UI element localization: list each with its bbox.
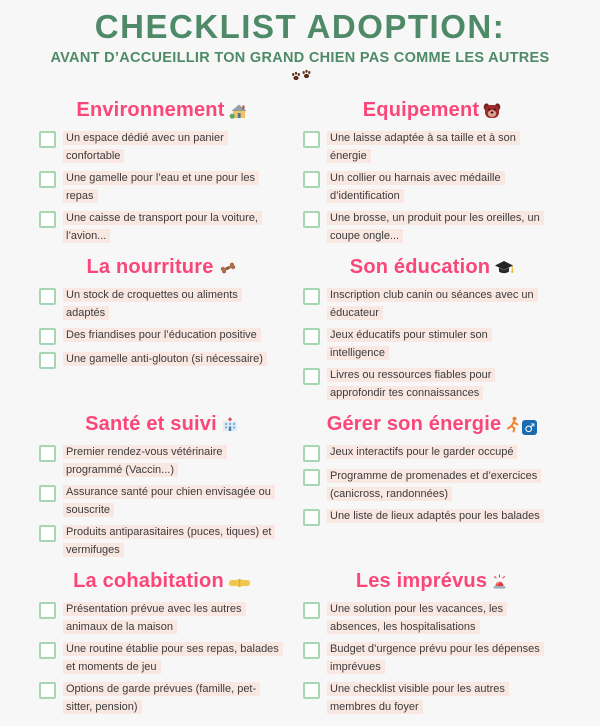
section-education: [301, 255, 563, 405]
runner-icon: [505, 416, 520, 438]
page-subtitle-text: AVANT D’ACCUEILLIR TON GRAND CHIEN PAS COMME LES AUTRES: [50, 50, 550, 67]
checkbox[interactable]: [39, 602, 56, 619]
siren-icon: [491, 573, 508, 595]
page-title: CHECKLIST ADOPTION:: [94, 8, 506, 45]
section-title: [301, 412, 563, 439]
checklist-item: [301, 599, 563, 635]
checkbox[interactable]: [39, 682, 56, 699]
checklist-item: [37, 349, 287, 369]
checklist-item: [37, 522, 287, 558]
male-sign-icon: ♂: [522, 420, 537, 435]
item-text: Une gamelle anti-glouton (si nécessaire): [63, 352, 267, 366]
item-text: Assurance santé pour chien envisagée ou souscrite: [63, 485, 275, 517]
item-text: Une laisse adaptée à sa taille et à son énergie: [327, 131, 520, 163]
checkbox[interactable]: [303, 642, 320, 659]
checkbox[interactable]: [39, 171, 56, 188]
checklist-item: [301, 128, 563, 164]
item-text: Une checklist visible pour les autres membres du foyer: [327, 682, 509, 714]
section-title-text: La cohabitation: [73, 569, 224, 592]
checkbox[interactable]: [303, 368, 320, 385]
checklist-item: [37, 168, 287, 204]
house-icon: [229, 102, 248, 124]
section-title: [37, 98, 287, 125]
checkbox[interactable]: [303, 509, 320, 526]
handshake-icon: [228, 573, 251, 595]
dog-face-icon: [483, 102, 501, 124]
hospital-icon: [221, 416, 239, 438]
checkbox[interactable]: [39, 211, 56, 228]
checklist-item: [301, 285, 563, 321]
section-equipement: [301, 98, 563, 248]
checklist-item: [301, 442, 563, 462]
checkbox[interactable]: [303, 288, 320, 305]
item-text: Une routine établie pour ses repas, balades et moments de jeu: [63, 642, 283, 674]
checklist-item: [37, 679, 287, 715]
item-text: Présentation prévue avec les autres animaux de la maison: [63, 602, 246, 634]
checklist-item: [301, 365, 563, 401]
checkbox[interactable]: [39, 445, 56, 462]
item-text: Une gamelle pour l’eau et une pour les repas: [63, 171, 259, 203]
checklist-item: [37, 325, 287, 345]
section-title: [37, 569, 287, 596]
item-text: Options de garde prévues (famille, pet-sitter, pension): [63, 682, 260, 714]
checklist-item: [301, 506, 563, 526]
section-title-text: La nourriture: [86, 255, 214, 278]
checklist-item: [37, 599, 287, 635]
item-text: Une brosse, un produit pour les oreilles, un coupe ongle...: [327, 211, 544, 243]
checkbox[interactable]: [39, 131, 56, 148]
checklist-item: [301, 168, 563, 204]
section-title-text: Gérer son énergie: [326, 412, 502, 435]
item-text: Premier rendez-vous vétérinaire programmé (Vaccin...): [63, 445, 227, 477]
checkbox[interactable]: [303, 602, 320, 619]
checklist-item: [37, 442, 287, 478]
checkbox[interactable]: [39, 328, 56, 345]
checkbox[interactable]: [303, 171, 320, 188]
section-energie: [301, 412, 563, 562]
checklist-item: [37, 208, 287, 244]
checkbox[interactable]: [39, 525, 56, 542]
section-cohabitation: [37, 569, 287, 719]
section-title-text: Equipement: [362, 98, 480, 121]
checklist-item: [301, 639, 563, 675]
item-text: Une liste de lieux adaptés pour les balades: [327, 509, 544, 523]
section-title-text: Les imprévus: [355, 569, 488, 592]
checklist-item: [37, 482, 287, 518]
checkbox[interactable]: [303, 445, 320, 462]
checklist-item: [37, 285, 287, 321]
checkbox[interactable]: [39, 485, 56, 502]
page-subtitle: [40, 49, 560, 87]
checklist-item: [301, 679, 563, 715]
bone-icon: [218, 259, 238, 281]
checklist-item: [301, 208, 563, 244]
sections-grid: [0, 98, 600, 726]
checkbox[interactable]: [303, 328, 320, 345]
item-text: Une solution pour les vacances, les absences, les hospitalisations: [327, 602, 507, 634]
checkbox[interactable]: [303, 469, 320, 486]
section-imprevus: [301, 569, 563, 719]
checklist-item: [37, 128, 287, 164]
item-text: Un stock de croquettes ou aliments adaptés: [63, 288, 242, 320]
section-title-text: Son éducation: [349, 255, 491, 278]
item-text: Livres ou ressources fiables pour approfondir tes connaissances: [327, 368, 495, 400]
section-title: [37, 412, 287, 439]
paw-prints-icon: [291, 70, 312, 86]
checkbox[interactable]: [303, 211, 320, 228]
section-environnement: [37, 98, 287, 248]
checkbox[interactable]: [39, 642, 56, 659]
checkbox[interactable]: [39, 288, 56, 305]
section-sante: [37, 412, 287, 562]
item-text: Produits antiparasitaires (puces, tiques) et vermifuges: [63, 525, 275, 557]
checkbox[interactable]: [39, 352, 56, 369]
graduation-cap-icon: [494, 259, 514, 281]
checklist-item: [301, 325, 563, 361]
checkbox[interactable]: [303, 131, 320, 148]
section-nourriture: [37, 255, 287, 405]
checklist-item: [301, 466, 563, 502]
item-text: Budget d’urgence prévu pour les dépenses imprévues: [327, 642, 544, 674]
section-title-text: Santé et suivi: [85, 412, 217, 435]
item-text: Un espace dédié avec un panier confortable: [63, 131, 228, 163]
section-title: [301, 569, 563, 596]
section-title: [37, 255, 287, 282]
item-text: Une caisse de transport pour la voiture, l’avion...: [63, 211, 262, 243]
checkbox[interactable]: [303, 682, 320, 699]
checklist-item: [37, 639, 287, 675]
section-title: [301, 98, 563, 125]
item-text: Programme de promenades et d’exercices (canicross, randonnées): [327, 469, 541, 501]
item-text: Inscription club canin ou séances avec un éducateur: [327, 288, 538, 320]
item-text: Des friandises pour l’éducation positive: [63, 328, 261, 342]
item-text: Jeux éducatifs pour stimuler son intelligence: [327, 328, 492, 360]
item-text: Un collier ou harnais avec médaille d’identification: [327, 171, 505, 203]
item-text: Jeux interactifs pour le garder occupé: [327, 445, 517, 459]
section-title-text: Environnement: [76, 98, 225, 121]
section-title: [301, 255, 563, 282]
